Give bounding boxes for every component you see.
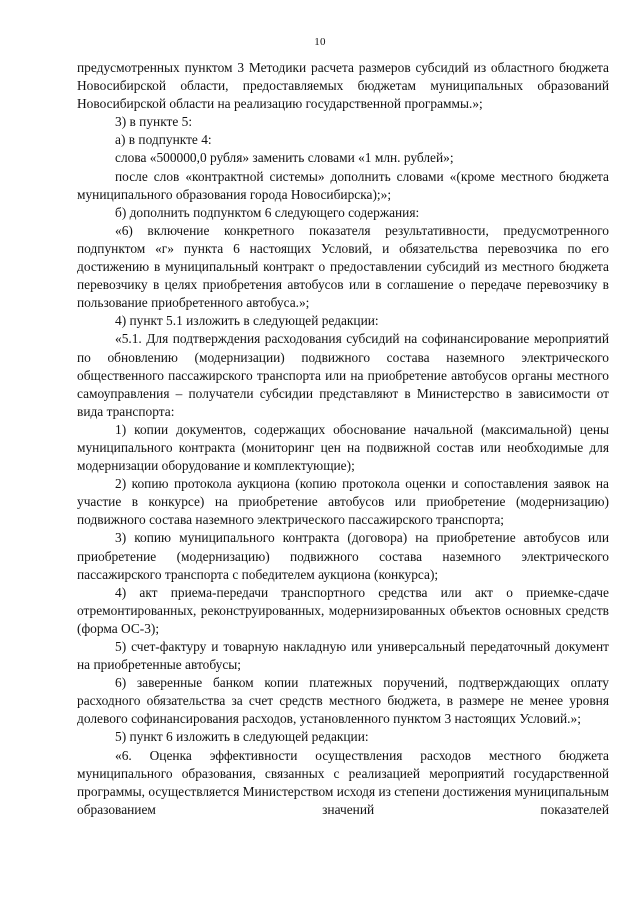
paragraph: 1) копии документов, содержащих обоснование начальной (максимальной) цены муниципального контракта (мониторинг цен на подвижной состав или необходимые для модернизации оборудование и комплектующие); [77, 421, 609, 474]
paragraph: б) дополнить подпунктом 6 следующего содержания: [115, 204, 420, 220]
paragraph: 3) в пункте 5: [115, 114, 193, 130]
paragraph: «6) включение конкретного показателя результативности, предусмотренного подпунктом «г» пункта 6 настоящих Условий, и обязательства перевозчика по его достижению в муниципальный контракт о предоставлении субсидий из местного бюджета перевозчику в целях приобретения автобусов или в соглашение о передаче перевозчику в пользование приобретенного автобуса.»; [77, 222, 609, 311]
paragraph: «6. Оценка эффективности осуществления расходов местного бюджета муниципального образования, связанных с реализацией мероприятий государственной программы, осуществляется Министерством исходя из степени достижения муниципальным образованием значений показателей [77, 747, 609, 817]
page-number: 10 [314, 36, 326, 48]
paragraph: 4) пункт 5.1 изложить в следующей редакции: [115, 313, 379, 329]
paragraph: предусмотренных пунктом 3 Методики расчета размеров субсидий из областного бюджета Новосибирской области, предоставляемых бюджетам муниципальных образований Новосибирской области на реализацию государственной программы.»; [77, 60, 609, 112]
paragraph: 6) заверенные банком копии платежных поручений, подтверждающих оплату расходного обязательства за счет средств местного бюджета, в размере не менее уровня долевого софинансирования расходов, установленного пунктом 3 настоящих Условий.»; [77, 675, 609, 727]
paragraph: 3) копию муниципального контракта (договора) на приобретение автобусов или приобретение (модернизацию) подвижного состава наземного электрического пассажирского транспорта с победителем аукциона (конкурса); [77, 530, 609, 582]
paragraph: 5) пункт 6 изложить в следующей редакции: [115, 729, 369, 745]
paragraph: 5) счет-фактуру и товарную накладную или универсальный передаточный документ на приобретенные автобусы; [77, 639, 609, 673]
paragraph: а) в подпункте 4: [115, 132, 212, 148]
document-body [77, 59, 609, 819]
paragraph: «5.1. Для подтверждения расходования субсидий на софинансирование мероприятий по обновлению (модернизации) подвижного состава наземного электрического общественного пассажирского транспорта или на приобретение автобусов органы местного самоуправления – получатели субсидии представляют в Министерство в зависимости от вида транспорта: [77, 331, 609, 419]
paragraph: 4) акт приема-передачи транспортного средства или акт о приемке-сдаче отремонтированных, реконструированных, модернизированных объектов основных средств (форма ОС-3); [77, 584, 609, 636]
paragraph: слова «500000,0 рубля» заменить словами «1 млн. рублей»; [115, 150, 454, 166]
paragraph: 2) копию протокола аукциона (копию протокола оценки и сопоставления заявок на участие в конкурсе) на приобретение автобусов или приобретение (модернизацию) подвижного состава наземного электрического пассажирского транспорта; [77, 476, 609, 528]
paragraph: после слов «контрактной системы» дополнить словами «(кроме местного бюджета муниципального образования города Новосибирска);»; [77, 168, 609, 202]
